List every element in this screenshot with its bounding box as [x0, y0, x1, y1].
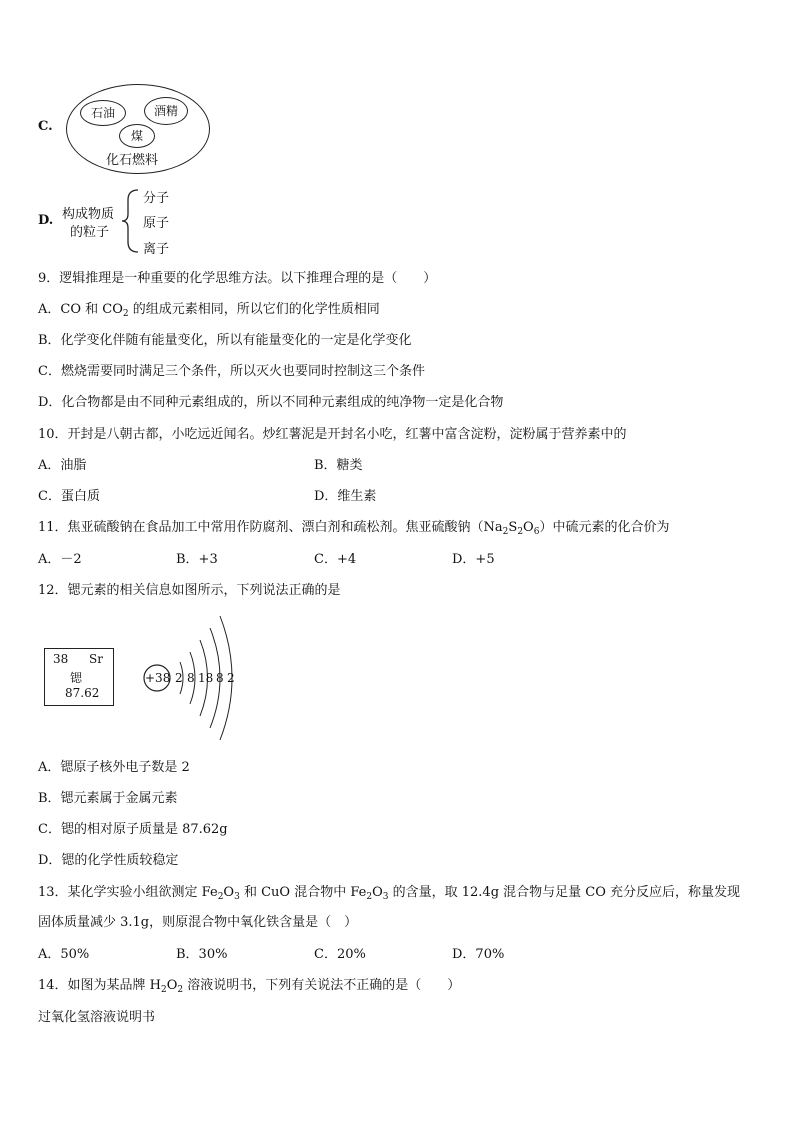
- q9-stem: 9．逻辑推理是一种重要的化学思维方法。以下推理合理的是（ ）: [38, 271, 437, 286]
- q11-option-a: A．－2: [38, 552, 82, 567]
- q12-option-b: B．锶元素属于金属元素: [38, 791, 178, 806]
- fossil-fuel-label: 化石燃料: [106, 153, 159, 168]
- option-letter-c: C.: [38, 119, 53, 134]
- q11-option-d: D．+5: [452, 552, 495, 567]
- option-letter-d: D.: [38, 213, 54, 228]
- q10-option-c: C．蛋白质: [38, 489, 100, 504]
- q10-option-a: A．油脂: [38, 458, 87, 473]
- atomic-mass: 87.62: [65, 686, 100, 700]
- curly-brace: [120, 188, 144, 254]
- periodic-cell: [44, 648, 114, 706]
- particles-label-2: 的粒子: [70, 225, 110, 240]
- element-name: 锶: [70, 671, 83, 685]
- q10-stem: 10．开封是八朝古都，小吃远近闻名。炒红薯泥是开封名小吃，红薯中富含淀粉，淀粉属于营养素中的: [38, 427, 627, 442]
- q10-option-d: D．维生素: [314, 489, 377, 504]
- particle-atom: 原子: [143, 216, 170, 231]
- q11-option-b: B．+3: [176, 552, 218, 567]
- particles-label-1: 构成物质: [62, 207, 115, 222]
- q13-option-c: C．20%: [314, 947, 366, 962]
- q9-option-c: C．燃烧需要同时满足三个条件，所以灭火也要同时控制这三个条件: [38, 364, 425, 379]
- q13-option-d: D．70%: [452, 947, 505, 962]
- particle-molecule: 分子: [143, 191, 170, 206]
- bubble-coal: 煤: [119, 124, 155, 148]
- atomic-number: 38: [53, 652, 69, 666]
- element-symbol: Sr: [89, 652, 103, 666]
- q13-stem-line-2: 固体质量减少 3.1g，则原混合物中氧化铁含量是（ ）: [38, 915, 358, 930]
- q13-option-a: A．50%: [38, 947, 90, 962]
- q9-option-d: D．化合物都是由不同种元素组成的，所以不同种元素组成的纯净物一定是化合物: [38, 395, 504, 410]
- q13-stem-line-1: 13．某化学实验小组欲测定 $Fe_2O_3$ 和 CuO 混合物中 $Fe_2O_3$ 的含量，取 12.4g 混合物与足量 CO 充分反应后，称量发现: [38, 885, 741, 902]
- q12-option-a: A．锶原子核外电子数是 2: [38, 760, 190, 775]
- nucleus-charge: +38: [145, 671, 171, 685]
- shell-5-electrons: 2: [227, 671, 235, 685]
- q11-option-c: C．+4: [314, 552, 357, 567]
- q11-stem: 11．焦亚硫酸钠在食品加工中常用作防腐剂、漂白剂和疏松剂。焦亚硫酸钠$(Na_2S_2O_6)$中硫元素的化合价为: [38, 520, 670, 537]
- q13-option-b: B．30%: [176, 947, 228, 962]
- q14-stem: 14．如图为某品牌 $H_2O_2$ 溶液说明书，下列有关说法不正确的是（ ）: [38, 978, 461, 995]
- q12-option-d: D．锶的化学性质较稳定: [38, 853, 179, 868]
- shell-1-electrons: 2: [175, 671, 183, 685]
- bubble-alcohol: 酒精: [144, 97, 188, 125]
- q10-option-b: B．糖类: [314, 458, 363, 473]
- q9-option-a: A．CO 和 $CO_2$ 的组成元素相同，所以它们的化学性质相同: [38, 302, 380, 319]
- shell-3-electrons: 18: [198, 671, 214, 685]
- bubble-oil: 石油: [80, 100, 126, 126]
- q12-option-c: C．锶的相对原子质量是 87.62g: [38, 822, 228, 837]
- q9-option-b: B．化学变化伴随有能量变化，所以有能量变化的一定是化学变化: [38, 333, 412, 348]
- q12-stem: 12．锶元素的相关信息如图所示，下列说法正确的是: [38, 583, 341, 598]
- shell-4-electrons: 8: [216, 671, 224, 685]
- shell-2-electrons: 8: [187, 671, 195, 685]
- particle-ion: 离子: [143, 242, 170, 257]
- q14-caption: 过氧化氢溶液说明书: [38, 1010, 156, 1025]
